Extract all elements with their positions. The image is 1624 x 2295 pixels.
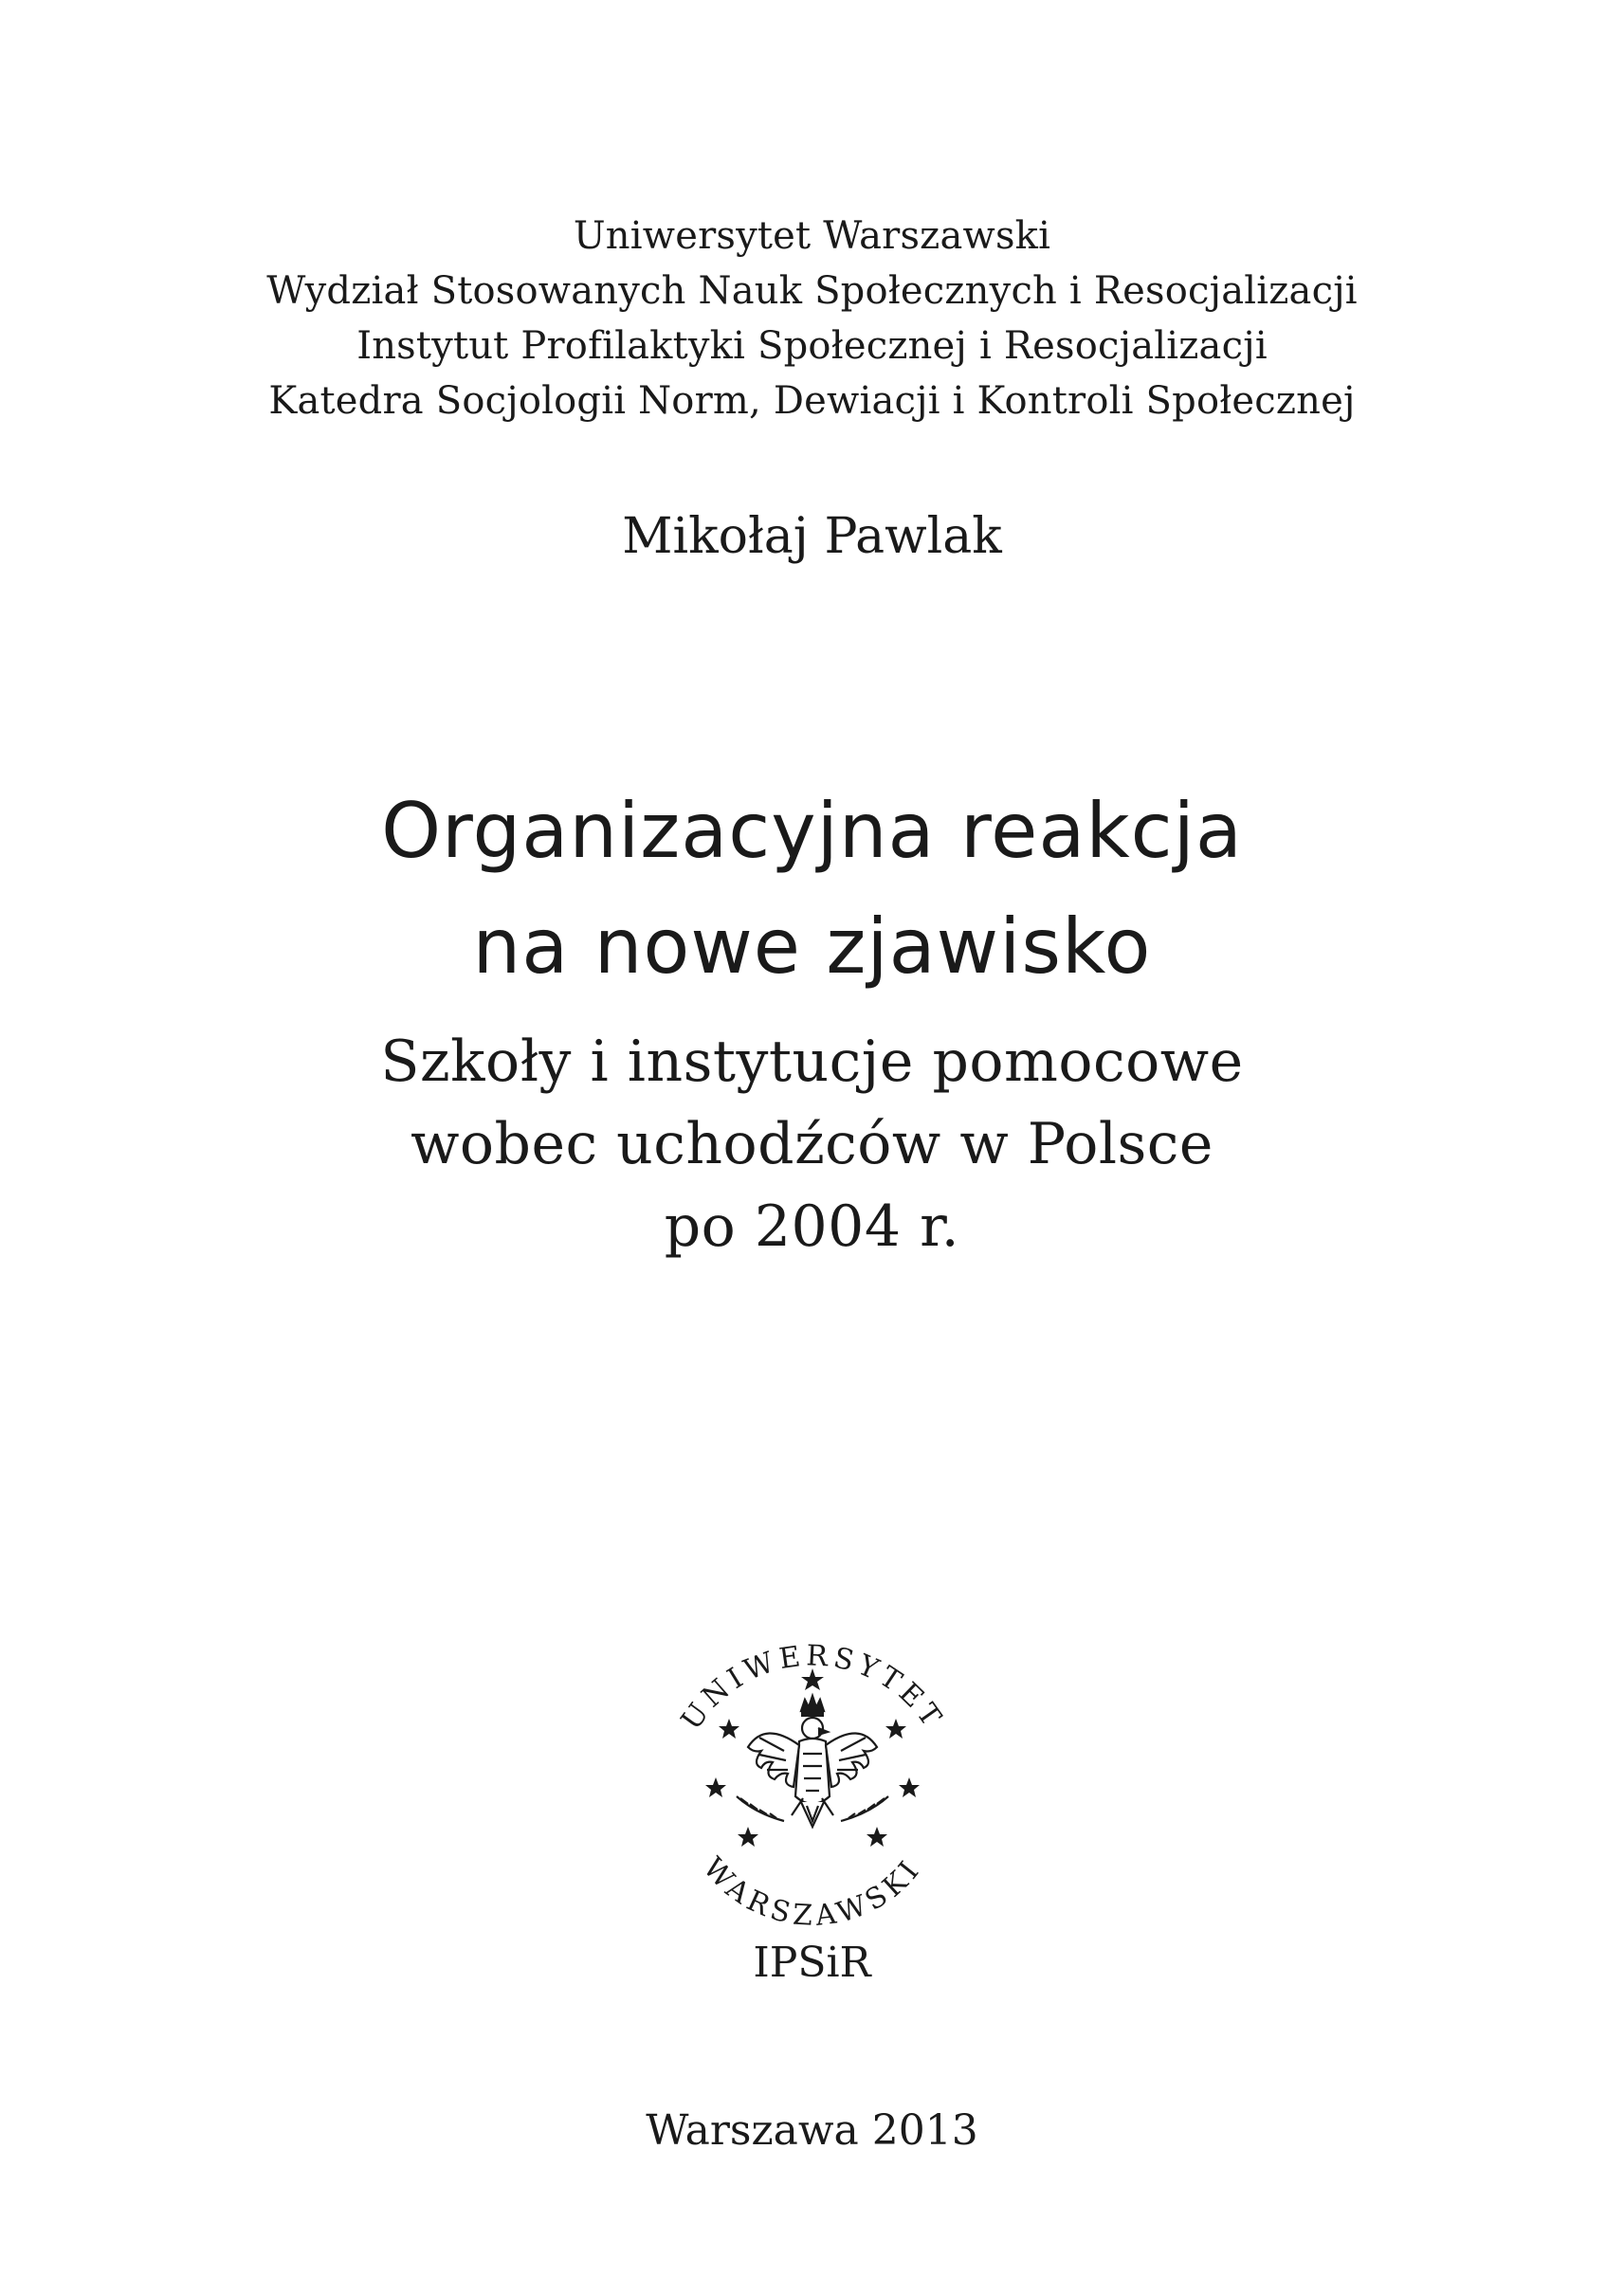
subtitle-line-1: Szkoły i instytucje pomocowe — [380, 1029, 1244, 1095]
star-icon — [705, 1777, 726, 1797]
eagle-icon — [737, 1696, 888, 1827]
institution-line-4: Katedra Socjologii Norm, Dewiacji i Kontroli Społecznej — [268, 379, 1356, 423]
star-icon — [899, 1777, 920, 1797]
title-line-1: Organizacyjna reakcja — [381, 787, 1243, 875]
star-icon — [867, 1827, 887, 1847]
title-line-2: na nowe zjawisko — [472, 902, 1152, 991]
subtitle-line-2: wobec uchodźców w Polsce — [411, 1111, 1213, 1177]
star-icon — [885, 1719, 906, 1739]
place-year: Warszawa 2013 — [646, 2106, 978, 2155]
emblem-top-text: UNIWERSYTET — [674, 1639, 951, 1737]
publisher-name: IPSiR — [753, 1939, 871, 1987]
emblem-bottom-text: WARSZAWSKI — [696, 1851, 929, 1934]
star-icon — [719, 1719, 739, 1739]
author-name: Mikołaj Pawlak — [622, 508, 1002, 565]
emblem-svg — [642, 1578, 983, 1939]
university-emblem — [642, 1578, 983, 1939]
subtitle-line-3: po 2004 r. — [664, 1193, 960, 1260]
star-icon — [738, 1827, 758, 1847]
institution-line-1: Uniwersytet Warszawski — [573, 214, 1051, 258]
institution-line-2: Wydział Stosowanych Nauk Społecznych i Resocjalizacji — [266, 269, 1358, 313]
institution-line-3: Instytut Profilaktyki Społecznej i Resocjalizacji — [356, 324, 1268, 368]
